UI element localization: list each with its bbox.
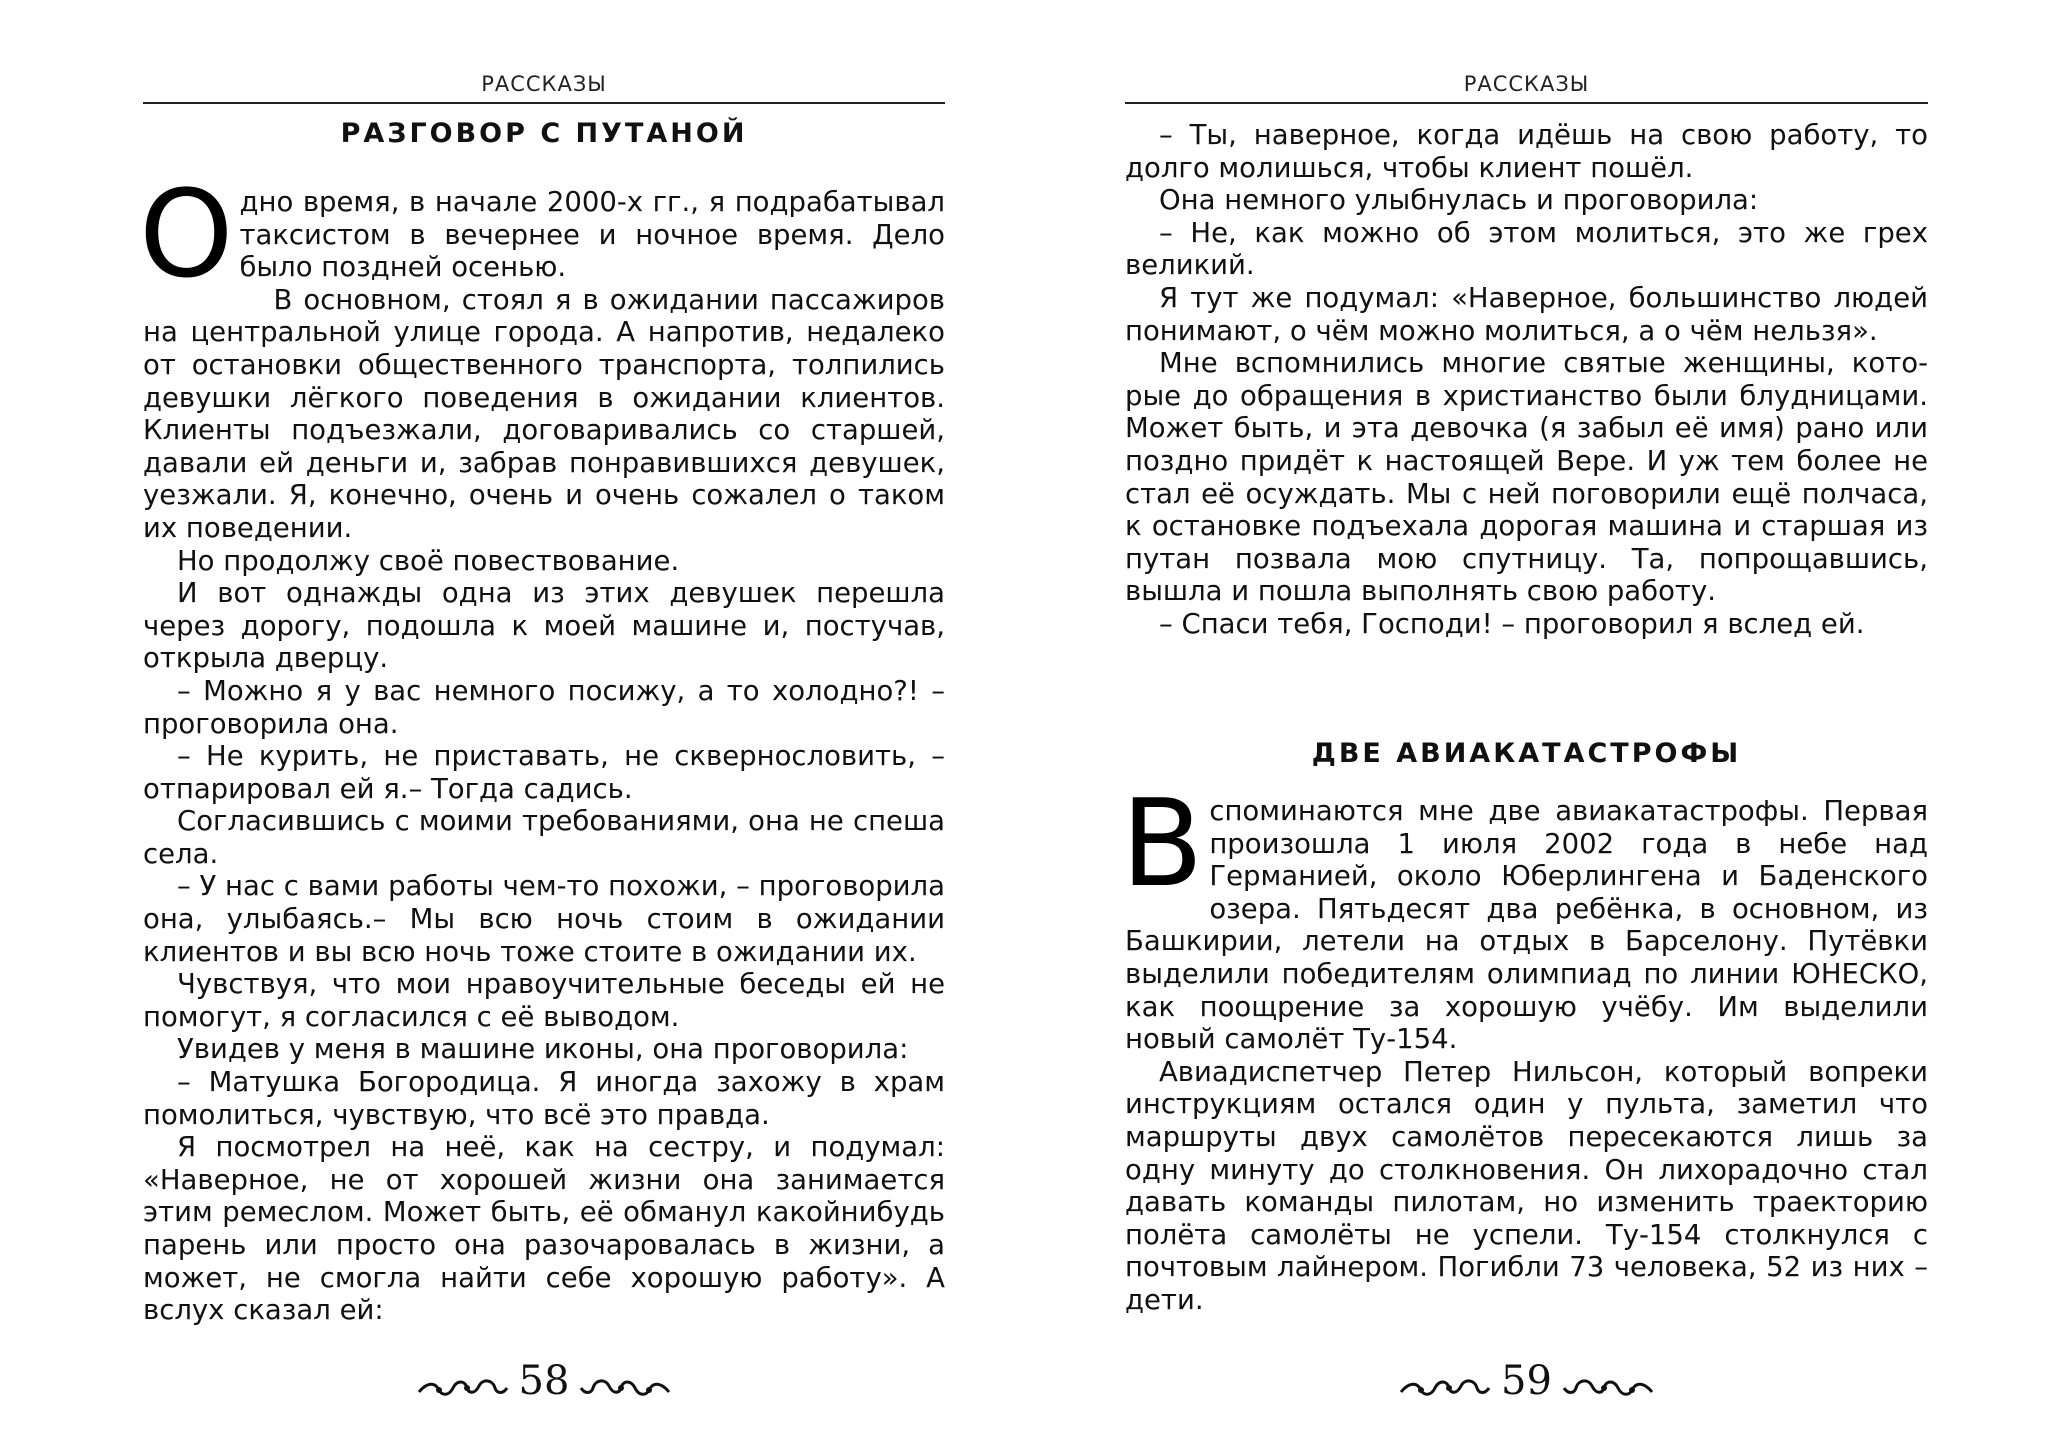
- scroll-flourish-icon: [1399, 1366, 1491, 1396]
- running-head: РАССКАЗЫ: [481, 72, 607, 96]
- page-number: 58: [518, 1358, 570, 1404]
- paragraph: Авиадиспетчер Петер Нильсон, который вопреки инструкциям остался один у пульта, заметил что маршруты двух самолётов пересекаются лишь за одну минуту до столкновения. Он лихорадочно стал давать команды пилотам, но изменить траекторию полёта самолёты не успели. Ту-154 столкнулся с почтовым лайнером. Погибли 73 человека, 52 из них – дети.: [1125, 1055, 1928, 1316]
- story-body: [139, 166, 945, 1327]
- scroll-flourish-icon: [1562, 1366, 1654, 1396]
- paragraph: – Спаси тебя, Господи! – проговорил я вслед ей.: [1159, 607, 1865, 640]
- paragraph: – Можно я у вас немного посижу, а то холодно?! – проговорила она.: [143, 674, 945, 740]
- page-number-footer: [143, 1358, 945, 1404]
- paragraph: Я тут же подумал: «Наверное, большинство людей понимают, о чём можно молиться, а о чём нельзя».: [1125, 281, 1928, 347]
- paragraph: Чувствуя, что мои нравоучительные беседы ей не помогут, я согласился с её выводом.: [143, 968, 945, 1033]
- paragraph: Увидев у меня в машине иконы, она проговорила:: [177, 1033, 909, 1066]
- right-page: [1121, 0, 1928, 1454]
- story-title: РАЗГОВОР С ПУТАНОЙ: [340, 118, 748, 149]
- scroll-flourish-icon: [579, 1366, 671, 1396]
- left-page: [139, 0, 945, 1454]
- page-number: 59: [1501, 1358, 1552, 1404]
- paragraph: – Ты, наверное, когда идёшь на свою работу, то долго молишься, чтобы клиент пошёл.: [1125, 119, 1928, 184]
- running-head: РАССКАЗЫ: [1463, 72, 1590, 96]
- paragraph: Вспоминаются мне две авиакатастрофы. Первая произошла 1 июля 2002 года в небе над Германией, около Юберлингена и Баденского озера. Пятьдесят два ребёнка, в основном, из Башкирии, летели на отдых в Барселону. Путёвки выделили победителям олимпиад по линии ЮНЕСКО, как поощрение за хорошую учёбу. Им выделили новый самолёт Ту-154.: [1121, 775, 1928, 1056]
- paragraph: – Матушка Богородица. Я иногда захожу в храм помолиться, чувствую, что всё это правда.: [143, 1066, 945, 1131]
- paragraph: Мне вспомнились многие святые женщины, которые до обращения в христианство были блудницами. Может быть, и эта девочка (я забыл её имя) рано или поздно придёт к настоящей Вере. И уж тем более не стал её осуждать. Мы с ней поговорили ещё полчаса, к остановке подъехала дорогая машина и старшая из путан позвала мою спутницу. Та, попрощавшись, вышла и пошла выполнять свою работу.: [1125, 347, 1928, 608]
- drop-cap: О: [139, 166, 234, 305]
- paragraph: Я посмотрел на неё, как на сестру, и подумал: «Наверное, не от хорошей жизни она занимается этим ремеслом. Может быть, её обманул какойнибудь парень или просто она разочаровалась в жизни, а может, не смогла найти себе хорошую работу». А вслух сказал ей:: [143, 1131, 945, 1327]
- page-number-footer: [1125, 1358, 1928, 1404]
- story-body-continued: [1125, 119, 1928, 641]
- story-body: [1121, 775, 1928, 1317]
- paragraph: – Не курить, не приставать, не сквернословить, – отпарировал ей я.– Тогда садись.: [143, 740, 945, 805]
- paragraph: – Не, как можно об этом молиться, это же грех великий.: [1125, 216, 1928, 282]
- header-rule: [1125, 102, 1928, 104]
- paragraph: Согласившись с моими требованиями, она не спеша села.: [143, 805, 945, 870]
- paragraph: – У нас с вами работы чем-то похожи, – проговорила она, улыбаясь.– Мы всю ночь стоим в ожидании клиентов и вы всю ночь тоже стоите в ожидании их.: [143, 870, 945, 968]
- paragraph: Одно время, в начале 2000-х гг., я подрабатывал таксистом в вечернее и ночное время. Дело было поздней осенью.: [139, 166, 945, 305]
- paragraph: В основном, стоял я в ожидании пассажиров на центральной улице города. А напротив, недалеко от остановки общественного транспорта, толпились девушки лёгкого поведения в ожидании клиентов. Клиенты подъезжали, договаривались со старшей, давали ей деньги и, забрав понравившихся девушек, уезжали. Я, конечно, очень и очень сожалел о таком их поведении.: [143, 283, 945, 544]
- header-rule: [143, 102, 945, 104]
- story-title: ДВЕ АВИАКАТАСТРОФЫ: [1311, 738, 1742, 769]
- drop-cap: В: [1121, 775, 1204, 914]
- paragraph: И вот однажды одна из этих девушек перешла через дорогу, подошла к моей машине и, постучав, открыла дверцу.: [143, 577, 945, 675]
- paragraph: Но продолжу своё повествование.: [177, 544, 680, 577]
- paragraph: Она немного улыбнулась и проговорила:: [1159, 184, 1759, 217]
- scroll-flourish-icon: [417, 1366, 509, 1396]
